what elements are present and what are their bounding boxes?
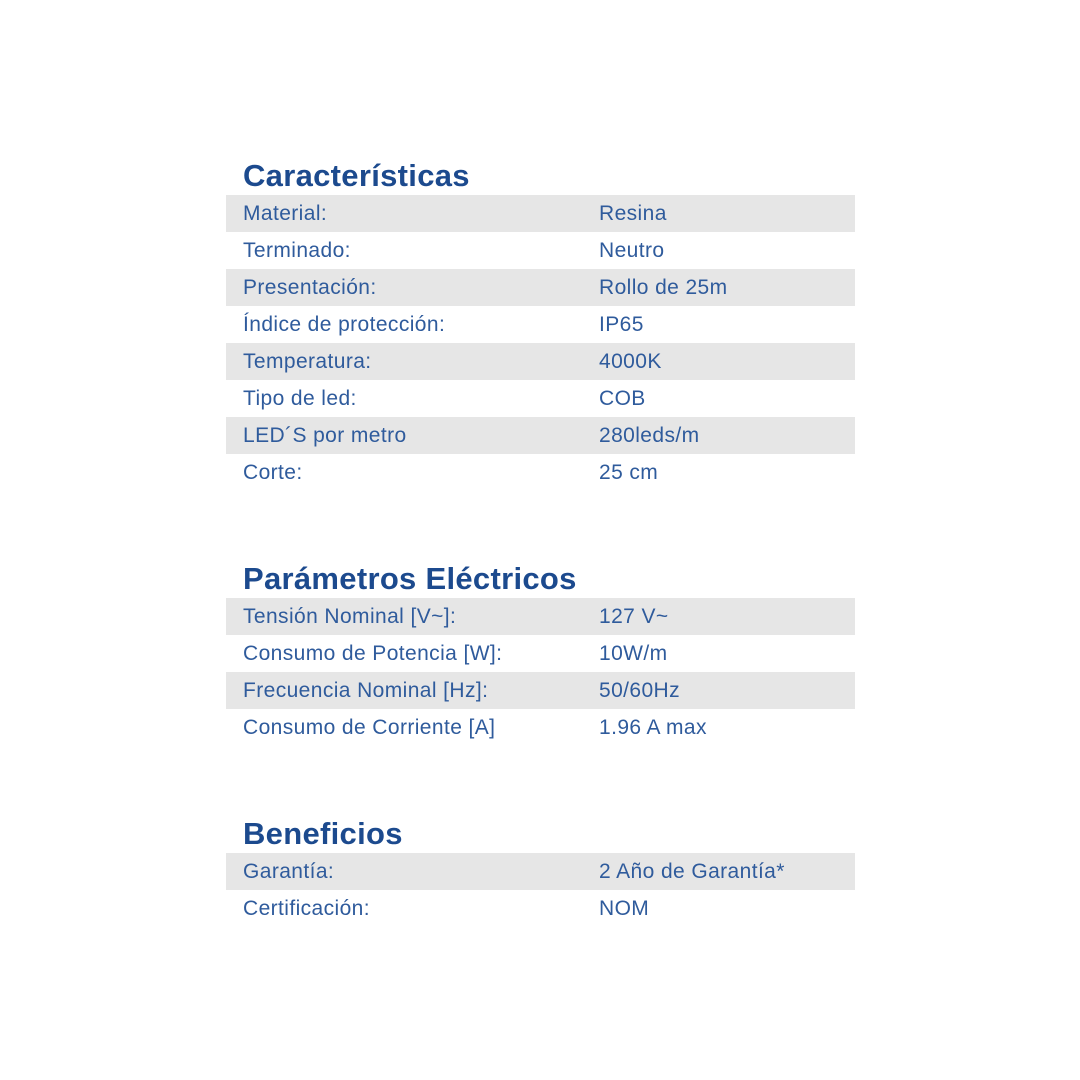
spec-value: Neutro [599,238,665,262]
spec-value: 2 Año de Garantía* [599,859,785,883]
spec-value: 280leds/m [599,423,700,447]
spec-value: 10W/m [599,641,668,665]
spec-row [226,598,855,635]
spec-row [226,890,855,927]
spec-label: LED´S por metro [243,423,407,447]
section-title: Beneficios [243,816,403,851]
spec-label: Terminado: [243,238,351,262]
spec-value: NOM [599,896,650,920]
spec-label: Certificación: [243,896,370,920]
spec-label: Tipo de led: [243,386,357,410]
spec-label: Temperatura: [243,349,372,373]
spec-row [226,709,855,746]
spec-label: Material: [243,201,328,225]
spec-value: 1.96 A max [599,715,707,739]
spec-row [226,306,855,343]
spec-label: Garantía: [243,859,335,883]
electrical-parameters-section [226,560,855,746]
spec-row [226,232,855,269]
section-title: Parámetros Eléctricos [243,561,577,596]
spec-row [226,853,855,890]
spec-label: Consumo de Potencia [W]: [243,641,503,665]
characteristics-section [226,157,855,491]
spec-row [226,343,855,380]
spec-row [226,380,855,417]
spec-row [226,269,855,306]
spec-table [226,598,855,746]
benefits-section [226,815,855,927]
spec-value: 127 V~ [599,604,669,628]
spec-value: Rollo de 25m [599,275,728,299]
spec-value: 25 cm [599,460,659,484]
spec-row [226,672,855,709]
spec-label: Tensión Nominal [V~]: [243,604,457,628]
section-title: Características [243,158,470,193]
spec-value: 50/60Hz [599,678,681,702]
spec-label: Consumo de Corriente [A] [243,715,496,739]
spec-label: Frecuencia Nominal [Hz]: [243,678,489,702]
spec-row [226,417,855,454]
spec-value: Resina [599,201,667,225]
spec-row [226,635,855,672]
spec-label: Corte: [243,460,303,484]
spec-row [226,454,855,491]
spec-label: Índice de protección: [243,312,446,336]
spec-table [226,853,855,927]
spec-table [226,195,855,491]
spec-value: 4000K [599,349,662,373]
spec-value: COB [599,386,646,410]
spec-label: Presentación: [243,275,377,299]
spec-row [226,195,855,232]
spec-value: IP65 [599,312,644,336]
